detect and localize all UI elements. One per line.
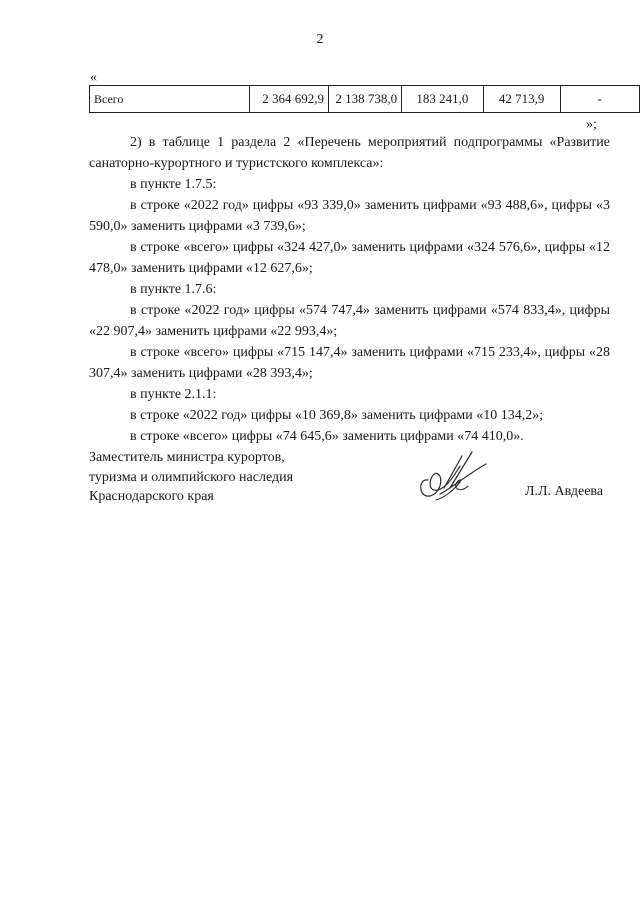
table-close-quote: »; (586, 117, 597, 132)
paragraph: в строке «2022 год» цифры «10 369,8» заменить цифрами «10 134,2»; (130, 408, 544, 423)
page-number: 2 (316, 32, 324, 47)
signatory-name: Л.Л. Авдеева (525, 484, 604, 499)
handwritten-signature (414, 448, 494, 508)
paragraph: в строке «всего» цифры «324 427,0» заменить цифрами «324 576,6», цифры «12 478,0» заменить цифрами «12 627,6»; (89, 240, 610, 276)
paragraph: в строке «2022 год» цифры «93 339,0» заменить цифрами «93 488,6», цифры «3 590,0» заменить цифрами «3 739,6»; (89, 198, 610, 234)
table-open-quote: « (90, 70, 97, 85)
paragraph: в пункте 1.7.5: (130, 177, 217, 192)
summary-table (89, 85, 640, 113)
paragraph: 2) в таблице 1 раздела 2 «Перечень мероприятий подпрограммы «Развитие санаторно-курортного и туристского комплекса»: (89, 135, 610, 171)
paragraph: в пункте 1.7.6: (130, 282, 217, 297)
paragraph: в пункте 2.1.1: (130, 387, 217, 402)
paragraph: в строке «всего» цифры «715 147,4» заменить цифрами «715 233,4», цифры «28 307,4» заменить цифрами «28 393,4»; (89, 345, 610, 381)
table-row (90, 86, 640, 113)
paragraph: в строке «2022 год» цифры «574 747,4» заменить цифрами «574 833,4», цифры «22 907,4» заменить цифрами «22 993,4»; (89, 303, 610, 339)
signatory-title-line: туризма и олимпийского наследия (89, 469, 294, 485)
table-cell-total: 2 364 692,9 (250, 86, 329, 113)
table-cell-value: - (560, 86, 639, 113)
table-cell-value: 183 241,0 (402, 86, 484, 113)
signatory-title-line: Заместитель министра курортов, (89, 450, 285, 465)
signatory-title (89, 448, 293, 507)
table-row-label: Всего (90, 86, 250, 113)
amendment-text (89, 132, 610, 447)
table-cell-value: 2 138 738,0 (329, 86, 402, 113)
table-cell-value: 42 713,9 (483, 86, 560, 113)
paragraph: в строке «всего» цифры «74 645,6» заменить цифрами «74 410,0». (130, 429, 524, 444)
signatory-title-line: Краснодарского края (89, 489, 214, 504)
